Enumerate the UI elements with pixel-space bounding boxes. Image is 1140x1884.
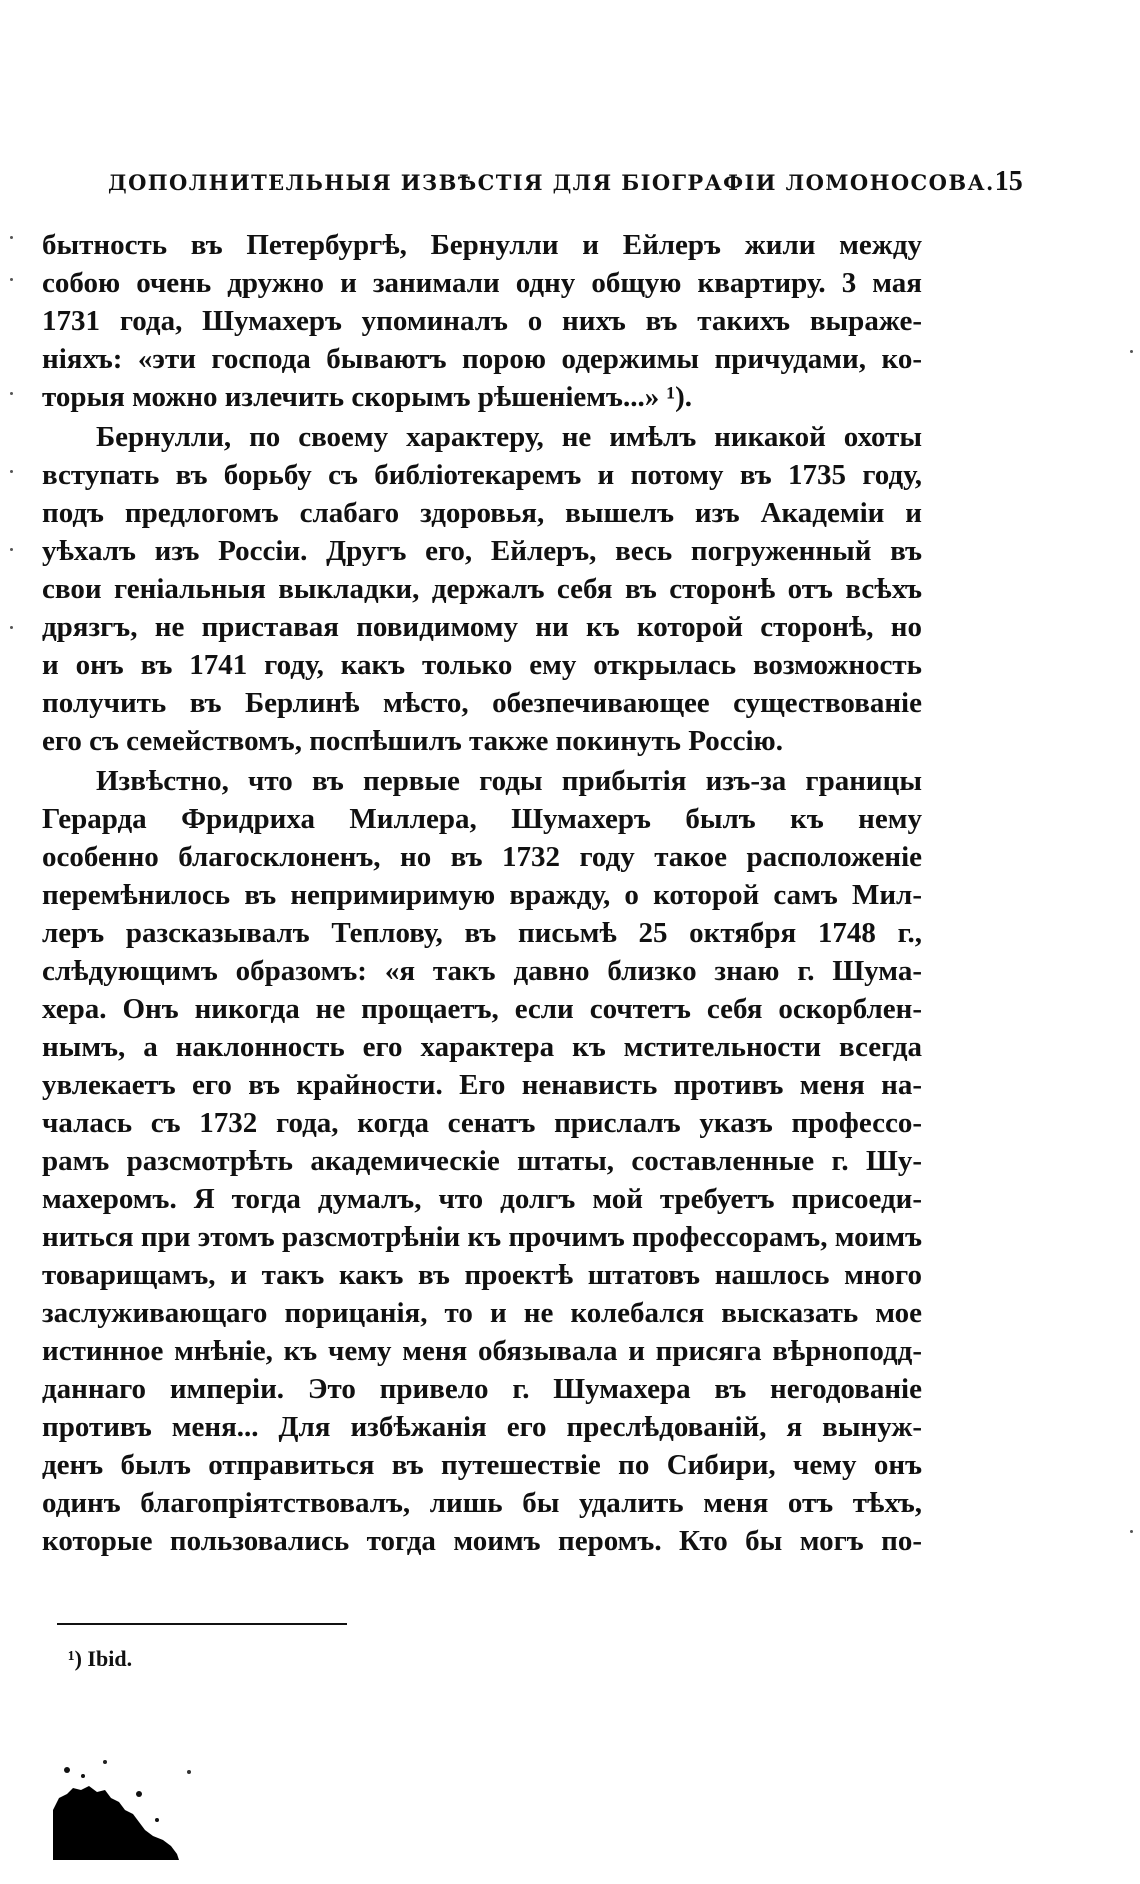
text-line: противъ меня... Для избѣжанія его преслѣдованій, я вынуж- [42, 1411, 922, 1443]
margin-speck [10, 626, 13, 629]
footnote: ¹) Ibid. [68, 1646, 133, 1671]
text-line: чалась съ 1732 года, когда сенатъ прислалъ указъ профессо- [42, 1107, 922, 1139]
margin-speck [10, 278, 13, 281]
text-line: махеромъ. Я тогда думалъ, что долгъ мой требуетъ присоеди- [42, 1183, 922, 1215]
text-line: которые пользовались тогда моимъ перомъ. Кто бы могъ по- [42, 1525, 922, 1557]
running-title: ДОПОЛНИТЕЛЬНЫЯ ИЗВѢСТІЯ ДЛЯ БІОГРАФІИ ЛОМОНОСОВА. [108, 170, 995, 195]
page-number: 15 [994, 166, 1023, 197]
text-line: истинное мнѣніе, къ чему меня обязывала и присяга вѣрноподд- [42, 1335, 922, 1367]
text-line: Бернулли, по своему характеру, не имѣлъ никакой охоты [96, 421, 922, 453]
margin-speck [10, 236, 13, 239]
scan-ink-blot [45, 1750, 195, 1860]
running-head [108, 166, 1023, 206]
text-line: ніяхъ: «эти господа бываютъ порою одержимы причудами, ко- [42, 343, 922, 375]
text-line: собою очень дружно и занимали одну общую квартиру. 3 мая [42, 267, 922, 299]
margin-speck [10, 392, 13, 395]
text-line: денъ былъ отправиться въ путешествіе по Сибири, чему онъ [42, 1449, 922, 1481]
text-line: Извѣстно, что въ первые годы прибытія изъ-за границы [96, 765, 922, 797]
text-line: рамъ разсмотрѣть академическіе штаты, составленные г. Шу- [42, 1145, 922, 1177]
text-line: одинъ благопріятствовалъ, лишь бы удалить меня отъ тѣхъ, [42, 1487, 922, 1519]
text-line: заслуживающаго порицанія, то и не колебался высказать мое [42, 1297, 922, 1329]
footnote-rule [57, 1623, 347, 1625]
text-line: дрязгъ, не приставая повидимому ни къ которой сторонѣ, но [42, 611, 922, 643]
text-line: торыя можно излечить скорымъ рѣшеніемъ...» ¹). [42, 381, 693, 413]
text-line: ниться при этомъ разсмотрѣніи къ прочимъ профессорамъ, моимъ [42, 1221, 922, 1253]
margin-speck [10, 470, 13, 473]
text-line: Герарда Фридриха Миллера, Шумахеръ былъ къ нему [42, 803, 922, 835]
margin-speck [10, 548, 13, 551]
text-line: даннаго имперіи. Это привело г. Шумахера въ негодованіе [42, 1373, 922, 1405]
text-line: товарищамъ, и такъ какъ въ проектѣ штатовъ нашлось много [42, 1259, 922, 1291]
text-line: вступать въ борьбу съ библіотекаремъ и потому въ 1735 году, [42, 459, 922, 491]
text-line: свои геніальныя выкладки, держалъ себя въ сторонѣ отъ всѣхъ [42, 573, 922, 605]
text-line: хера. Онъ никогда не прощаетъ, если сочтетъ себя оскорблен- [42, 993, 922, 1025]
text-line: перемѣнилось въ непримиримую вражду, о которой самъ Мил- [42, 879, 922, 911]
text-line: увлекаетъ его въ крайности. Его ненависть противъ меня на- [42, 1069, 922, 1101]
text-line: получить въ Берлинѣ мѣсто, обезпечивающее существованіе [42, 687, 922, 719]
text-line: нымъ, а наклонность его характера къ мстительности всегда [42, 1031, 922, 1063]
text-line: уѣхалъ изъ Россіи. Другъ его, Ейлеръ, весь погруженный въ [42, 535, 922, 567]
text-line: леръ разсказывалъ Теплову, въ письмѣ 25 октября 1748 г., [42, 917, 922, 949]
text-line: и онъ въ 1741 году, какъ только ему открылась возможность [42, 649, 922, 681]
text-line: подъ предлогомъ слабаго здоровья, вышелъ изъ Академіи и [42, 497, 922, 529]
text-line: его съ семействомъ, поспѣшилъ также покинуть Россію. [42, 725, 783, 757]
margin-speck [1130, 350, 1133, 353]
margin-speck [1130, 1530, 1133, 1533]
text-line: 1731 года, Шумахеръ упоминалъ о нихъ въ такихъ выраже- [42, 305, 922, 337]
text-line: бытность въ Петербургѣ, Бернулли и Ейлеръ жили между [42, 229, 922, 261]
text-line: слѣдующимъ образомъ: «я такъ давно близко знаю г. Шума- [42, 955, 922, 987]
text-line: особенно благосклоненъ, но въ 1732 году такое расположеніе [42, 841, 922, 873]
